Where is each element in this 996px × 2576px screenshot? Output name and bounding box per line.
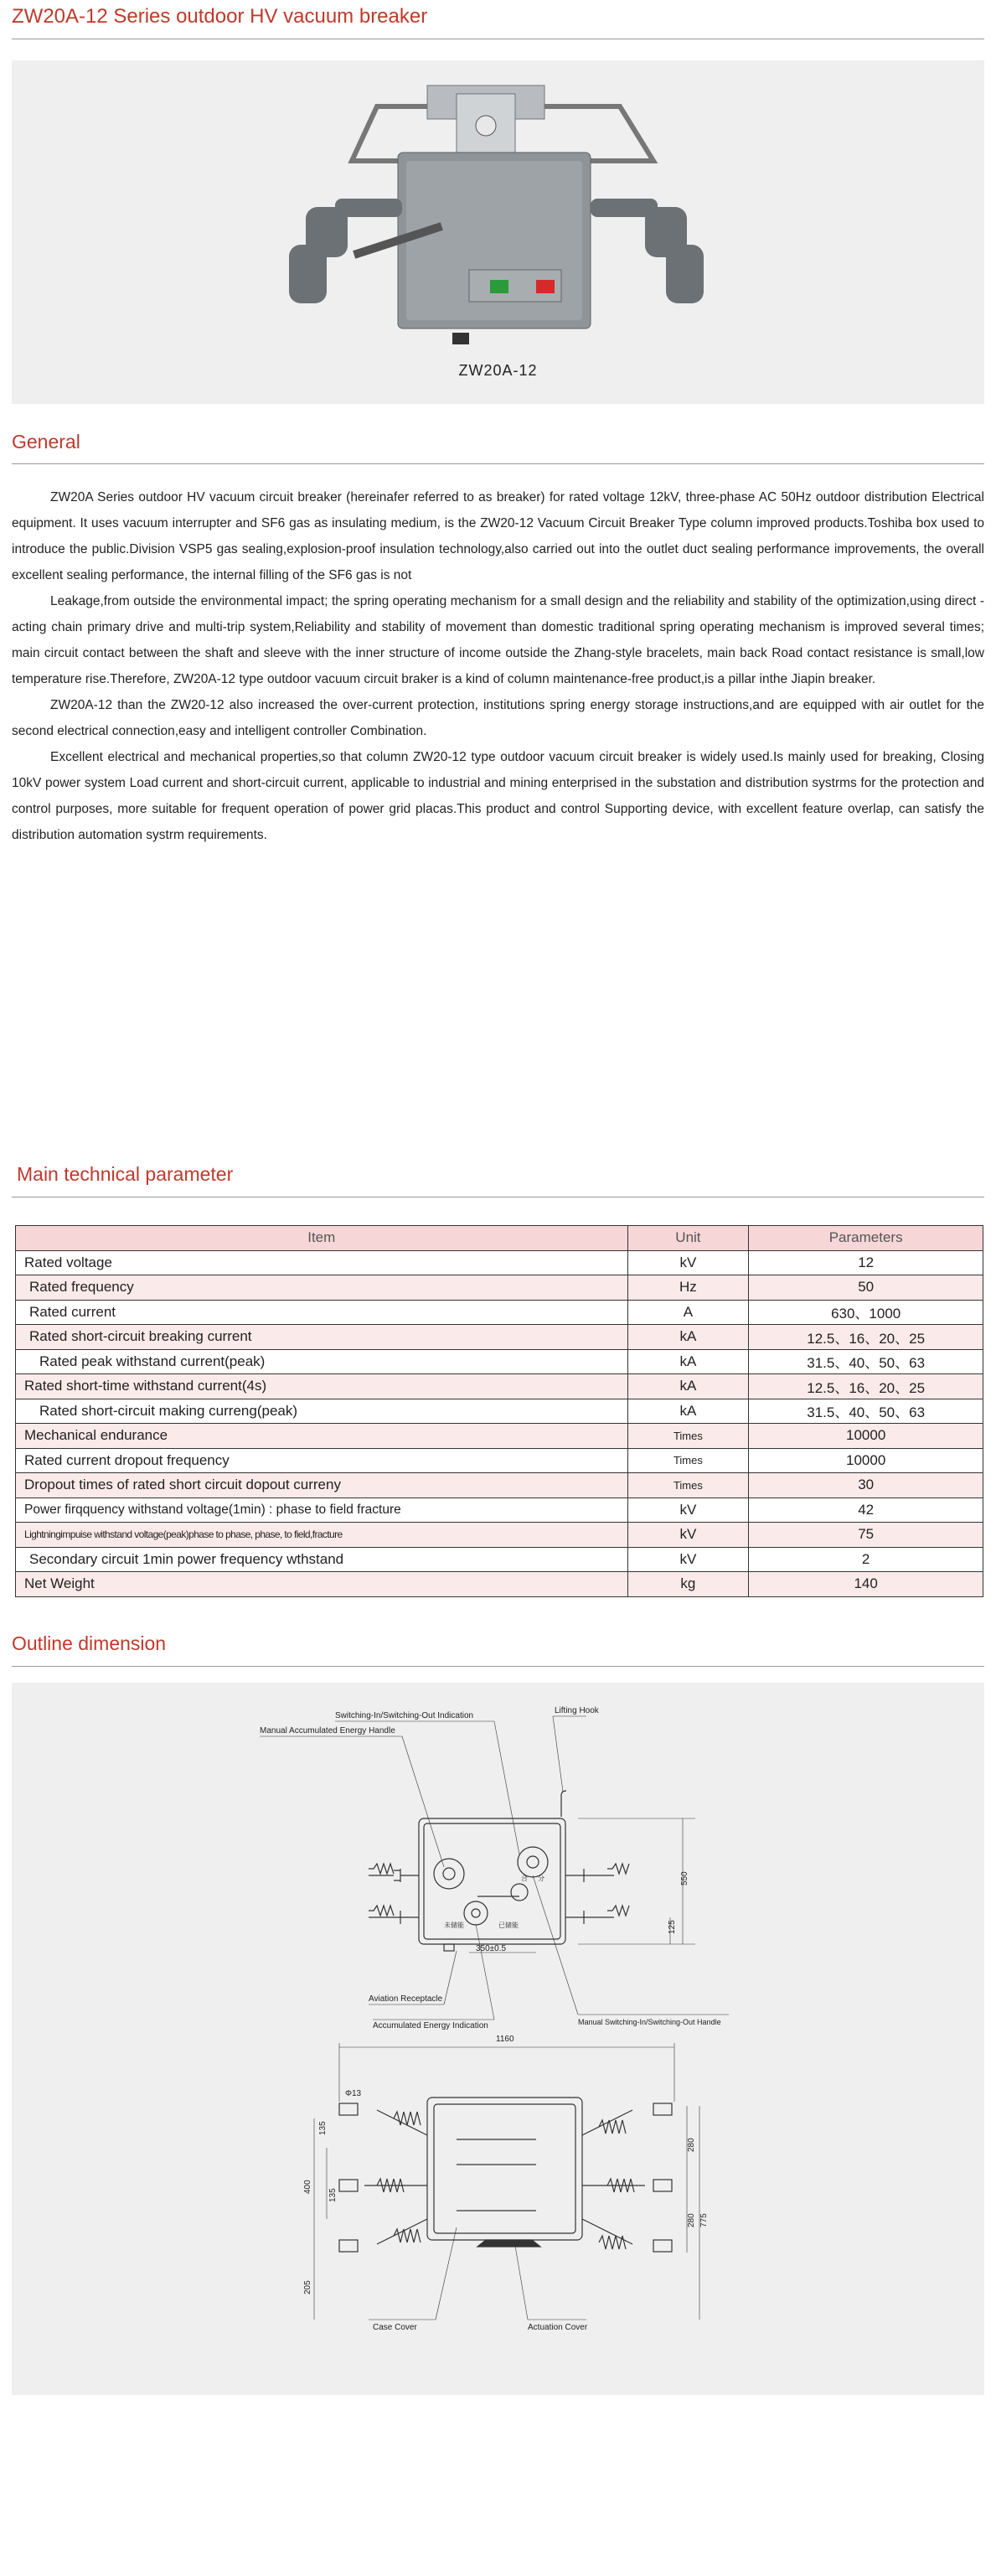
row-unit: Times <box>627 1448 749 1473</box>
row-item: Power firqquency withstand voltage(1min) : phase to field fracture <box>16 1497 628 1523</box>
row-value: 75 <box>749 1523 983 1548</box>
dim-280a: 280 <box>687 2138 696 2152</box>
table-row <box>16 1424 983 1449</box>
table-row <box>16 1448 983 1473</box>
row-value: 12.5、16、20、25 <box>749 1325 983 1350</box>
dim-phi13: Φ13 <box>345 2089 362 2098</box>
row-unit: Hz <box>627 1275 749 1301</box>
row-item: Rated short-circuit making curreng(peak) <box>16 1399 628 1424</box>
row-item: Rated voltage <box>16 1250 628 1275</box>
row-unit: kA <box>627 1349 749 1374</box>
breaker-photo <box>0 60 996 362</box>
row-value: 2 <box>749 1547 983 1572</box>
row-value: 10000 <box>749 1448 983 1473</box>
table-row <box>16 1300 983 1325</box>
dim-280b: 280 <box>687 2213 696 2227</box>
label-energy-indication: Accumulated Energy Indication <box>373 2021 488 2030</box>
row-unit: kV <box>627 1523 749 1548</box>
dim-135b: 135 <box>328 2188 338 2202</box>
table-row <box>16 1572 983 1597</box>
label-close: 合 <box>521 1875 528 1882</box>
label-actuation-cover: Actuation Cover <box>528 2323 588 2332</box>
dim-350: 350±0.5 <box>476 1944 507 1953</box>
label-lifting-hook: Lifting Hook <box>555 1706 599 1715</box>
row-item: Secondary circuit 1min power frequency wthstand <box>16 1547 628 1572</box>
outline-divider <box>12 1666 984 1667</box>
general-paragraph: ZW20A-12 than the ZW20-12 also increased the over-current protection, institutions spring energy storage instructions,and are equipped with air outlet for the second electrical connection,easy and intelligent controller Combination. <box>12 698 984 738</box>
row-value: 30 <box>749 1473 983 1498</box>
row-item: Mechanical endurance <box>16 1424 628 1449</box>
dim-125: 125 <box>668 1920 677 1934</box>
label-case-cover: Case Cover <box>373 2323 417 2332</box>
dim-400: 400 <box>303 2180 312 2194</box>
row-value: 12.5、16、20、25 <box>749 1374 983 1399</box>
row-value: 31.5、40、50、63 <box>749 1349 983 1374</box>
row-unit: kV <box>627 1497 749 1523</box>
table-row <box>16 1547 983 1572</box>
label-aviation-receptacle: Aviation Receptacle <box>369 1994 443 2004</box>
general-divider <box>12 463 984 464</box>
table-row <box>16 1399 983 1424</box>
plan-view <box>314 2043 699 2320</box>
table-header-row <box>16 1226 983 1251</box>
general-paragraph: ZW20A Series outdoor HV vacuum circuit breaker (hereinafer referred to as breaker) for rated voltage 12kV, three-phase AC 50Hz outdoor distribution Electrical equipment. It uses vacuum interrupter and SF6 gas as insulating medium, is the ZW20-12 Vacuum Circuit Breaker Type column improved products.Toshiba box used to introduce the public.Division VSP5 gas sealing,explosion-proof insulation technology,also carried out into the outlet duct sealing performance improvements, the overall excellent sealing performance, the internal filling of the SF6 gas is not <box>12 490 984 582</box>
column-header-parameters: Parameters <box>749 1226 983 1251</box>
dim-205: 205 <box>303 2280 312 2294</box>
table-row <box>16 1325 983 1350</box>
row-unit: kV <box>627 1547 749 1572</box>
row-item: Lightningimpuise withstand voltage(peak)phase to phase, phase, to field,fracture <box>16 1523 628 1548</box>
table-row <box>16 1523 983 1548</box>
row-value: 12 <box>749 1250 983 1275</box>
row-value: 630、1000 <box>749 1300 983 1325</box>
label-manual-switch-handle: Manual Switching-In/Switching-Out Handle <box>578 2018 721 2026</box>
params-heading: Main technical parameter <box>17 1163 234 1185</box>
outline-heading: Outline dimension <box>12 1632 167 1654</box>
dim-1160: 1160 <box>496 2035 514 2044</box>
general-heading: General <box>12 431 80 453</box>
row-item: Rated short-circuit breaking current <box>16 1325 628 1350</box>
params-table <box>15 1225 983 1597</box>
table-row <box>16 1275 983 1301</box>
row-value: 42 <box>749 1497 983 1523</box>
label-manual-energy-handle: Manual Accumulated Energy Handle <box>260 1726 395 1735</box>
row-item: Rated current dropout frequency <box>16 1448 628 1473</box>
column-header-unit: Unit <box>627 1226 749 1251</box>
table-row <box>16 1497 983 1523</box>
row-unit: Times <box>627 1473 749 1498</box>
dim-775: 775 <box>699 2213 709 2227</box>
dim-550: 550 <box>680 1871 689 1885</box>
front-view <box>260 1716 729 2020</box>
row-unit: kA <box>627 1325 749 1350</box>
column-header-item: Item <box>16 1226 628 1251</box>
row-unit: kA <box>627 1374 749 1399</box>
label-stored: 已储能 <box>498 1922 519 1929</box>
label-not-stored: 未储能 <box>444 1922 464 1929</box>
table-row <box>16 1473 983 1498</box>
row-item: Rated current <box>16 1300 628 1325</box>
row-value: 10000 <box>749 1424 983 1449</box>
table-row <box>16 1349 983 1374</box>
dim-135a: 135 <box>318 2121 328 2135</box>
row-unit: kV <box>627 1250 749 1275</box>
general-text <box>12 484 984 848</box>
row-item: Dropout times of rated short circuit dopout curreny <box>16 1473 628 1498</box>
general-paragraph: Leakage,from outside the environmental impact; the spring operating mechanism for a small design and the reliability and stability of the optimization,using direct -acting chain primary drive and multi-trip system,Reliability and stability of movement than domestic traditional spring operating mechanism is improved several times; main circuit contact between the shaft and sleeve with the inner structure of income outside the Zhang-style bracelets, main back Road contact resistance is small,low temperature rise.Therefore, ZW20A-12 type outdoor vacuum circuit braker is a kind of column maintenance-free product,is a pillar inthe Jiapin breaker. <box>12 594 984 686</box>
general-paragraph: Excellent electrical and mechanical properties,so that column ZW20-12 type outdoor vacuum circuit breaker is widely used.Is mainly used for breaking, Closing 10kV power system Load current and short-circuit current, applicable to industrial and mining enterprised in the substation and distribution systrms for the protection and control purposes, more suitable for frequent operation of power grid placas.This product and control Supporting device, with excellent feature overlap, can satisfy the distribution automation systrm requirements. <box>12 750 984 842</box>
table-row <box>16 1250 983 1275</box>
label-open: 分 <box>538 1875 544 1882</box>
row-item: Rated peak withstand current(peak) <box>16 1349 628 1374</box>
row-unit: kg <box>627 1572 749 1597</box>
page-title: ZW20A-12 Series outdoor HV vacuum breaker <box>12 5 428 28</box>
product-caption: ZW20A-12 <box>458 362 538 379</box>
row-unit: A <box>627 1300 749 1325</box>
row-unit: kA <box>627 1399 749 1424</box>
row-unit: Times <box>627 1424 749 1449</box>
row-item: Rated short-time withstand current(4s) <box>16 1374 628 1399</box>
outline-drawing <box>0 1683 996 2395</box>
row-value: 140 <box>749 1572 983 1597</box>
row-item: Rated frequency <box>16 1275 628 1301</box>
table-row <box>16 1374 983 1399</box>
row-value: 50 <box>749 1275 983 1301</box>
row-value: 31.5、40、50、63 <box>749 1399 983 1424</box>
row-item: Net Weight <box>16 1572 628 1597</box>
label-switch-indication: Switching-In/Switching-Out Indication <box>335 1711 474 1720</box>
